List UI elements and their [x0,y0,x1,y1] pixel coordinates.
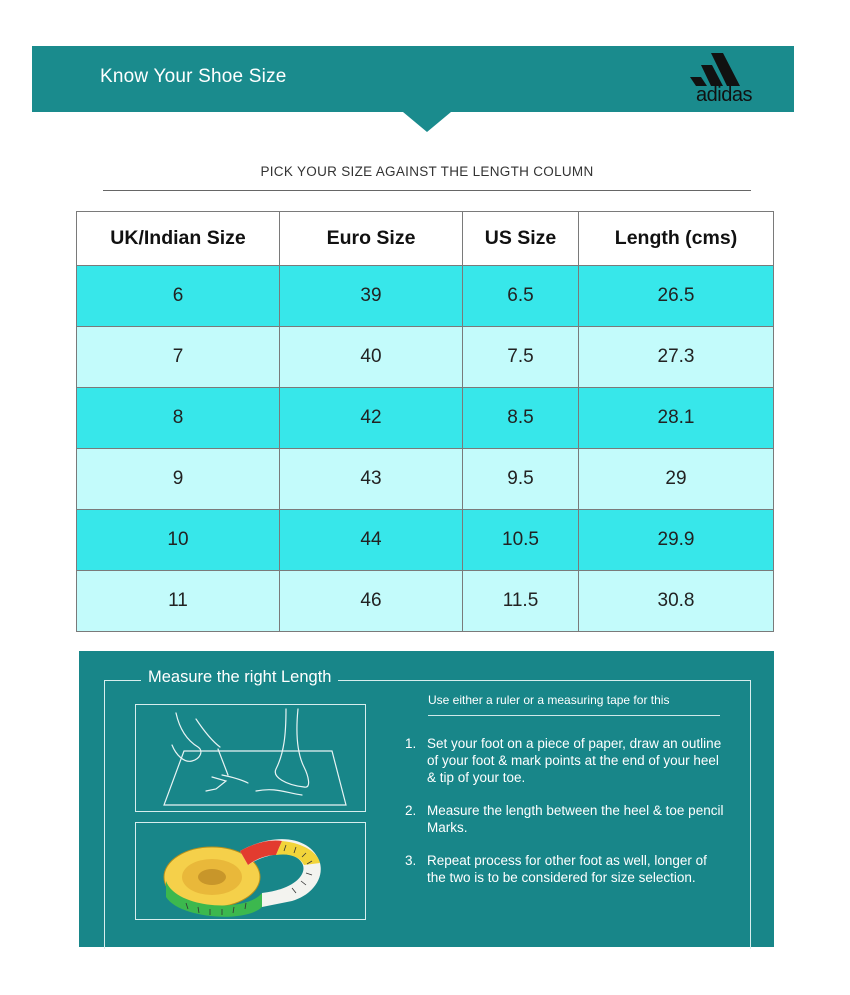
step-text: Measure the length between the heel & toe pencil Marks. [427,803,724,835]
divider [428,715,720,716]
step-text: Set your foot on a piece of paper, draw an outline of your foot & mark points at the end of your heel & tip of your toe. [427,736,722,785]
list-item [405,852,725,886]
us-size-cell: 8.5 [463,388,579,449]
euro-size-cell: 44 [280,510,463,571]
uk-size-cell: 8 [77,388,280,449]
table-row [77,510,774,571]
step-number: 1. [405,736,417,751]
euro-size-cell: 39 [280,266,463,327]
uk-size-cell: 11 [77,571,280,632]
length-cell: 30.8 [579,571,774,632]
column-header: UK/Indian Size [77,212,280,266]
header-banner [32,46,794,112]
euro-size-cell: 46 [280,571,463,632]
adidas-logo [683,50,765,108]
foot-outline-icon [136,705,365,811]
page-title: Know Your Shoe Size [100,66,287,87]
foot-outline-illustration [135,704,366,812]
table-row [77,327,774,388]
step-number: 3. [405,853,417,868]
uk-size-cell: 9 [77,449,280,510]
column-header: US Size [463,212,579,266]
instruction-steps [405,735,725,902]
us-size-cell: 6.5 [463,266,579,327]
uk-size-cell: 7 [77,327,280,388]
length-cell: 29 [579,449,774,510]
header-notch [403,112,451,132]
length-cell: 27.3 [579,327,774,388]
us-size-cell: 9.5 [463,449,579,510]
brand-wordmark: adidas [696,84,752,106]
list-item [405,735,725,786]
table-row [77,449,774,510]
length-cell: 28.1 [579,388,774,449]
length-cell: 29.9 [579,510,774,571]
divider [103,190,751,191]
length-cell: 26.5 [579,266,774,327]
measuring-tape-icon [136,823,365,919]
table-row [77,388,774,449]
measure-guide-panel [79,651,774,947]
step-number: 2. [405,803,417,818]
table-instruction: PICK YOUR SIZE AGAINST THE LENGTH COLUMN [260,164,594,179]
panel-intro: Use either a ruler or a measuring tape for this [428,693,670,707]
measuring-tape-illustration [135,822,366,920]
list-item [405,802,725,836]
column-header: Length (cms) [579,212,774,266]
euro-size-cell: 43 [280,449,463,510]
table-header-row [77,212,774,266]
euro-size-cell: 40 [280,327,463,388]
table-row [77,266,774,327]
euro-size-cell: 42 [280,388,463,449]
step-text: Repeat process for other foot as well, longer of the two is to be considered for size selection. [427,853,707,885]
table-row [77,571,774,632]
panel-title: Measure the right Length [141,668,338,687]
size-chart-table [76,211,774,632]
us-size-cell: 11.5 [463,571,579,632]
uk-size-cell: 6 [77,266,280,327]
us-size-cell: 7.5 [463,327,579,388]
column-header: Euro Size [280,212,463,266]
uk-size-cell: 10 [77,510,280,571]
us-size-cell: 10.5 [463,510,579,571]
